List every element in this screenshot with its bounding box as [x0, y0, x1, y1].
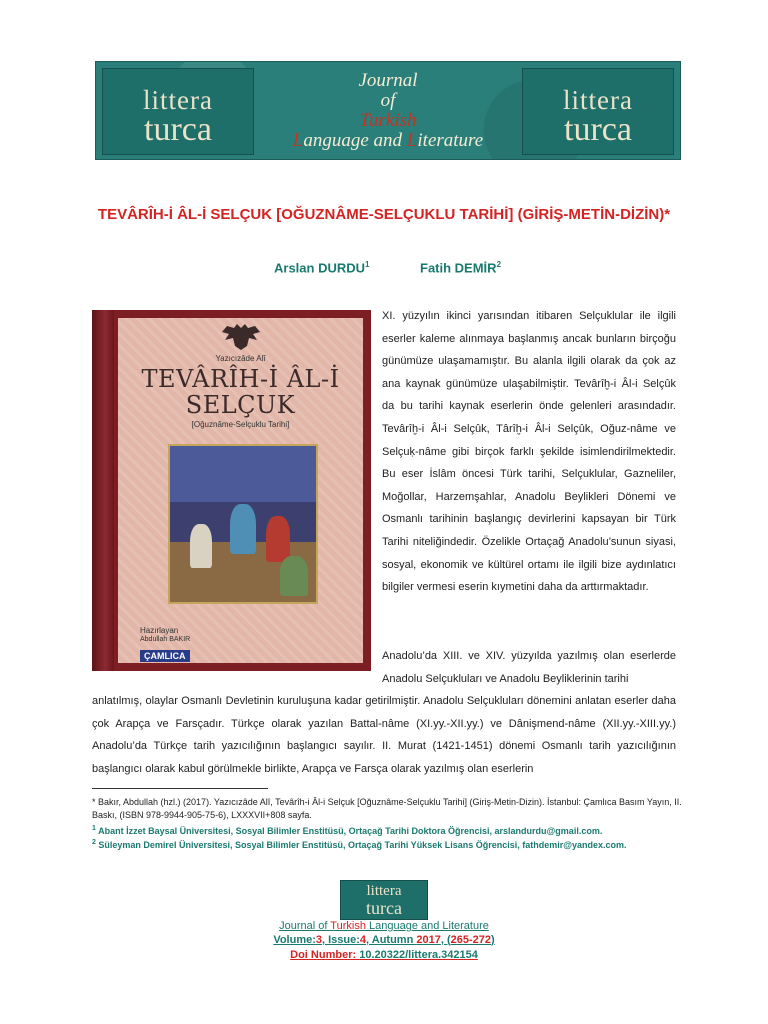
book-spine: [92, 310, 114, 671]
article-title: TEVÂRÎH-İ ÂL-İ SELÇUK [OĞUZNÂME-SELÇUKLU TARİHİ] (GİRİŞ-METİN-DİZİN)*: [97, 206, 671, 223]
book-cover-image: [92, 310, 371, 671]
logo-top-text: littera: [143, 85, 213, 115]
footer-doi-link[interactable]: Doi Number: 10.20322/littera.342154: [290, 949, 478, 961]
cover-author: Yazıcızâde Alî: [215, 354, 266, 363]
body-paragraph-1: XI. yüzyılın ikinci yarısından itibaren Selçuklular ile ilgili eserler kaleme alınmaya başlanmış ancak bunların birçoğu günümüze ulaşamamıştır. Bu alanla ilgili olarak da çok az ana kaynak günümüze ulaşabilmiştir. Tevârîḫ-i Âl-i Selçûk da bu tarihi kaynak eserlerin önde gelenleri arasındadır. Tevârîḫ-i Âl-i Selçûk, Târîḫ-i Âl-i Selçûk, Oğuz-nâme ve Selçuḳ-nâme gibi birçok farklı şekilde isimlendirilmektedir. Bu eser İslâm öncesi Türk tarihi, Selçuklular, Gazneliler, Moğollar, Harzemşahlar, Anadolu Beylikleri Dönemi ve Osmanlı tarihinin başlangıç devirlerini kapsayan bir Türk Tarihi niteliğindedir. Özelikle Ortaçağ Anadolu’sunun siyasi, sosyal, ekonomik ve kültürel ortamı ile ilgili bize aydınlatıcı bilgiler vermesi eserin kıymetini daha da arttırmaktadır.: [382, 310, 676, 594]
body-paragraph-2-start: Anadolu’da XIII. ve XIV. yüzyılda yazılmış olan eserlerde Anadolu Selçukluları ve Anadolu Beyliklerinin tarihi: [382, 650, 676, 685]
journal-line-2: of: [380, 90, 396, 111]
cover-subtitle: [Oğuznâme-Selçuklu Tarihi]: [191, 420, 290, 429]
author-1: Arslan DURDU$^1$: [274, 260, 370, 276]
journal-line-3: Turkish: [359, 110, 417, 131]
double-headed-eagle-icon: [219, 322, 263, 352]
cover-miniature-painting: [168, 444, 318, 604]
book-cover-face: [118, 318, 363, 663]
littera-turca-footer-logo: littera turca: [340, 880, 428, 920]
footer-volume-info[interactable]: Volume:3, Issue:4, Autumn 2017, (265-272): [273, 934, 495, 946]
logo-bottom-text: turca: [564, 111, 632, 148]
logo-top-text: littera: [563, 85, 633, 115]
body-paragraph-2-continued: anlatılmış, olaylar Osmanlı Devletinin kuruluşuna kadar getirilmiştir. Anadolu Selçukluları dönemini anlatan eserler daha çok Arapça ve Farsçadır. Türkçe olarak yazılan Battal-nâme (XI.yy.-XII.yy.) ve Dânişmend-nâme (XII.yy.-XIII.yy.) Anadolu’da Türkçe tarih yazıcılığının başlangıcı sayılır. II. Murat (1421-1451) dönemi Osmanlı tarih yazıcılığının başlangıcı olarak kabul görülmekle birlikte, Arapça ve Farsça olarak yazılmış olan eserlerin: [92, 695, 676, 775]
footnote-2: $^2$ Süleyman Demirel Üniversitesi, Sosyal Bilimler Enstitüsü, Ortaçağ Tarihi Yüksek Lisans Öğrencisi, fathdemir@yandex.com.: [92, 839, 627, 850]
littera-turca-logo-left: [102, 68, 254, 155]
author-2: Fatih DEMİR$^2$: [420, 260, 502, 276]
littera-turca-logo-right: [522, 68, 674, 155]
cover-publisher-logo: ÇAMLICA: [140, 650, 190, 662]
cover-title: TEVÂRÎH-İ ÂL-İ SELÇUK: [141, 365, 340, 419]
footer-journal-name[interactable]: Journal of Turkish Language and Literature: [279, 920, 489, 932]
footnote-citation: * Bakır, Abdullah (hzl.) (2017). Yazıcızâde Alî, Tevârîh-i Âl-i Selçuk [Oğuznâme-Selçuklu Tarihi] (Giriş-Metin-Dizin). İstanbul: Çamlıca Basım Yayın, II. Baskı, (ISBN 978-9944-905-75-6), LXXXVII+808 sayfa.: [92, 797, 682, 820]
cover-prepared-by: Hazırlayan: [140, 626, 179, 635]
journal-name: [262, 66, 514, 157]
cover-editor: Abdullah BAKIR: [140, 636, 191, 643]
footnote-divider: [92, 788, 268, 789]
journal-banner: [95, 61, 681, 160]
logo-bottom-text: turca: [144, 111, 212, 148]
footnote-1: $^1$ Abant İzzet Baysal Üniversitesi, Sosyal Bilimler Enstitüsü, Ortaçağ Tarihi Doktora Öğrencisi, arslandurdu@gmail.com.: [92, 825, 603, 836]
journal-line-1: Journal: [358, 70, 418, 91]
journal-line-4: Language and Literature: [292, 130, 484, 151]
